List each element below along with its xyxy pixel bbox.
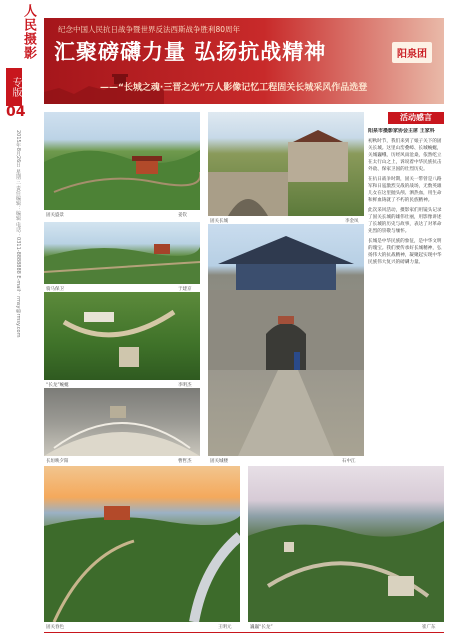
photo-8-caption: 巍巍“长龙” [250, 625, 273, 630]
banner-title: 汇聚磅礴力量 弘扬抗战精神 [54, 40, 327, 64]
banner-subtitle: ——“长城之魂·三晋之光”万人影像记忆工程固关长城采风作品选登 [100, 83, 368, 93]
side-meta: 2015年8月26日 星期三 责任编辑：编辑 电话：0311-8888888 E-mail：rmsy@rmsy.com [15, 130, 21, 338]
photo-6 [44, 388, 200, 456]
photo-5-caption: 固关城楼 [210, 459, 228, 464]
article-author: 阳泉市摄影家协会主席 王家科 [368, 128, 435, 134]
photo-1 [44, 112, 200, 210]
header-banner [44, 18, 444, 104]
photo-5-author: 石中江 [342, 459, 356, 464]
photo-2-scene [208, 112, 364, 216]
photo-7-caption: 固关春色 [46, 625, 64, 630]
photo-2-caption: 固关长城 [210, 219, 228, 224]
article-paragraph: 此次采风活动，摄影家们用镜头记录了固关长城的雄伟壮丽，用影像讲述了长城的历史与故事，表达了对革命先烈的崇敬与缅怀。 [368, 208, 442, 234]
section-label: 专版 [6, 68, 22, 106]
photo-3-caption: 骑马保卫 [46, 287, 64, 292]
column-tag: 阳泉团 [392, 42, 432, 63]
photo-2-author: 李金凤 [345, 219, 359, 224]
photo-7 [44, 466, 240, 622]
article-paragraph: 在抗日战争时期，固关一带曾是八路军和日寇激烈交战的战场，无数英雄儿女在这里抛头颅、洒热血，用生命和鲜血铸就了不朽的民族精神。 [368, 177, 442, 203]
article-paragraph: 长城是中华民族的象征，是中华文明的瑰宝。我们要传承好长城精神，弘扬伟大的抗战精神，凝聚起实现中华民族伟大复兴的磅礴力量。 [368, 239, 442, 265]
photo-1-scene [44, 112, 200, 210]
photo-4-scene [44, 292, 200, 380]
photo-7-scene [44, 466, 240, 622]
photo-7-author: 王明元 [218, 625, 232, 630]
photo-3-scene [44, 222, 200, 284]
footer-divider [44, 632, 444, 633]
banner-top-line: 纪念中国人民抗日战争暨世界反法西斯战争胜利80周年 [58, 25, 241, 34]
photo-5 [208, 224, 364, 456]
article-badge: 活动感言 [388, 112, 444, 124]
photo-4-caption: “长龙”蜿蜒 [46, 383, 69, 388]
photo-3 [44, 222, 200, 284]
photo-1-author: 姜钦 [178, 213, 187, 218]
newspaper-logo: 人民摄影 [21, 4, 36, 60]
photo-2 [208, 112, 364, 216]
photo-6-author: 曹哲杰 [178, 459, 192, 464]
photo-4 [44, 292, 200, 380]
page-number: 04 [6, 104, 26, 120]
photo-4-author: 李明杰 [178, 383, 192, 388]
photo-5-scene [208, 224, 364, 456]
photo-3-author: 于建京 [178, 287, 192, 292]
photo-8-author: 崔广东 [422, 625, 436, 630]
photo-1-caption: 固关盛景 [46, 213, 64, 218]
photo-6-caption: 长垣映夕阳 [46, 459, 69, 464]
article-body [368, 128, 446, 628]
photo-6-scene [44, 388, 200, 456]
article-paragraph: 初秋时节，我们来到了娘子关下的固关长城。这里山峦叠嶂、长城蜿蜒，关城巍峨，历经风雨沧桑，依然屹立在太行山之上，诉说着中华民族抗击外敌、保家卫国的壮烈历史。 [368, 139, 442, 172]
